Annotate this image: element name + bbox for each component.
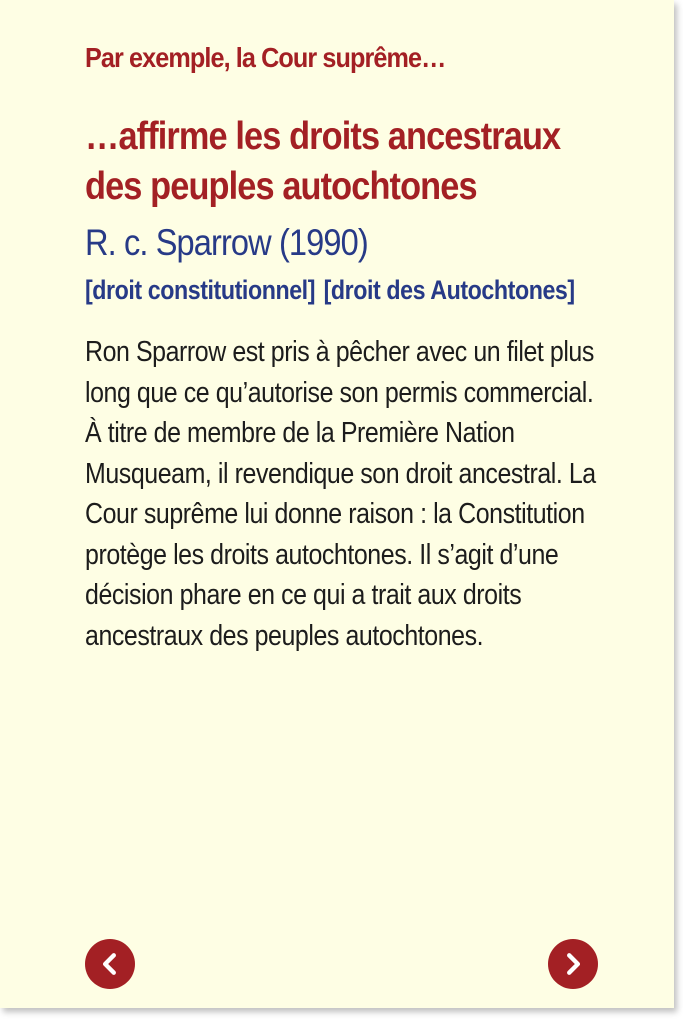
previous-button[interactable] xyxy=(85,939,135,989)
next-button[interactable] xyxy=(548,939,598,989)
case-description: Ron Sparrow est pris à pêcher avec un filet plus long que ce qu’autorise son permis commercial. À titre de membre de la Première Nation Musqueam, il revendique son droit ancestral. La Cour suprême lui donne raison : la Constitution protège les droits autochtones. Il s’agit d’une décision phare en ce qui a trait aux droits ancestraux des peuples autochtones. xyxy=(85,336,596,652)
page-title: …affirme les droits ancestraux des peuples autochtones xyxy=(85,115,561,208)
main-content xyxy=(85,36,625,656)
tag-constitutional-law[interactable]: [droit constitutionnel] xyxy=(85,275,316,305)
chevron-right-icon xyxy=(560,951,586,977)
intro-text: Par exemple, la Cour suprême… xyxy=(85,42,446,73)
case-title: R. c. Sparrow (1990) xyxy=(85,222,368,263)
tag-indigenous-law[interactable]: [droit des Autochtones] xyxy=(323,275,575,305)
chevron-left-icon xyxy=(97,951,123,977)
tag-list xyxy=(85,270,575,310)
